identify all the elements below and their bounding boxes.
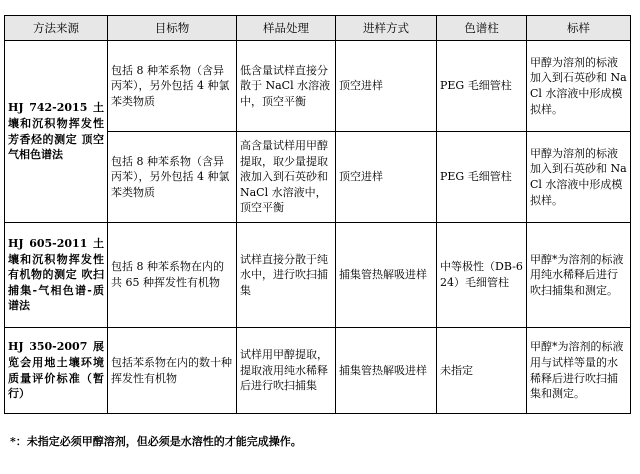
- header-standard: 标样: [527, 16, 631, 41]
- standard-cell: 甲醇为溶剂的标液加入到石英砂和 NaCl 水溶液中形成模拟样。: [527, 132, 631, 223]
- injection-cell: 捕集管热解吸进样: [336, 223, 437, 328]
- target-cell: 包括苯系物在内的数十种挥发性有机物: [108, 328, 237, 414]
- injection-cell: 顶空进样: [336, 132, 437, 223]
- column-cell: 未指定: [437, 328, 527, 414]
- column-cell: PEG 毛细管柱: [437, 41, 527, 132]
- header-sample-treatment: 样品处理: [237, 16, 336, 41]
- target-cell: 包括 8 种苯系物（含异丙苯），另外包括 4 种氯苯类物质: [108, 41, 237, 132]
- standard-cell: 甲醇*为溶剂的标液用纯水稀释后进行吹扫捕集和测定。: [527, 223, 631, 328]
- method-source-cell: HJ 742-2015 土壤和沉积物挥发性芳香烃的测定 顶空气相色谱法: [5, 41, 108, 223]
- column-cell: 中等极性（DB-624）毛细管柱: [437, 223, 527, 328]
- header-column: 色谱柱: [437, 16, 527, 41]
- target-cell: 包括 8 种苯系物在内的共 65 种挥发性有机物: [108, 223, 237, 328]
- standard-cell: 甲醇*为溶剂的标液用与试样等量的水稀释后进行吹扫捕集和测定。: [527, 328, 631, 414]
- header-injection-mode: 进样方式: [336, 16, 437, 41]
- treatment-cell: 试样用甲醇提取，提取液用纯水稀释后进行吹扫捕集: [237, 328, 336, 414]
- footnote: *：未指定必须甲醇溶剂，但必须是水溶性的才能完成操作。: [10, 435, 302, 448]
- injection-cell: 顶空进样: [336, 41, 437, 132]
- treatment-cell: 低含量试样直接分散于 NaCl 水溶液中，顶空平衡: [237, 41, 336, 132]
- method-source-cell: HJ 350-2007 展览会用地土壤环境质量评价标准（暂行）: [5, 328, 108, 414]
- methods-table: [4, 15, 631, 414]
- method-source-cell: HJ 605-2011 土壤和沉积物挥发性有机物的测定 吹扫捕集-气相色谱-质谱法: [5, 223, 108, 328]
- treatment-cell: 试样直接分散于纯水中，进行吹扫捕集: [237, 223, 336, 328]
- standard-cell: 甲醇为溶剂的标液加入到石英砂和 NaCl 水溶液中形成模拟样。: [527, 41, 631, 132]
- header-target: 目标物: [108, 16, 237, 41]
- column-cell: PEG 毛细管柱: [437, 132, 527, 223]
- table-row: [5, 223, 631, 328]
- table-row: [5, 41, 631, 132]
- treatment-cell: 高含量试样用甲醇提取，取少量提取液加入到石英砂和 NaCl 水溶液中，顶空平衡: [237, 132, 336, 223]
- table-row: [5, 328, 631, 414]
- header-row: [5, 16, 631, 41]
- header-method-source: 方法来源: [5, 16, 108, 41]
- target-cell: 包括 8 种苯系物（含异丙苯），另外包括 4 种氯苯类物质: [108, 132, 237, 223]
- injection-cell: 捕集管热解吸进样: [336, 328, 437, 414]
